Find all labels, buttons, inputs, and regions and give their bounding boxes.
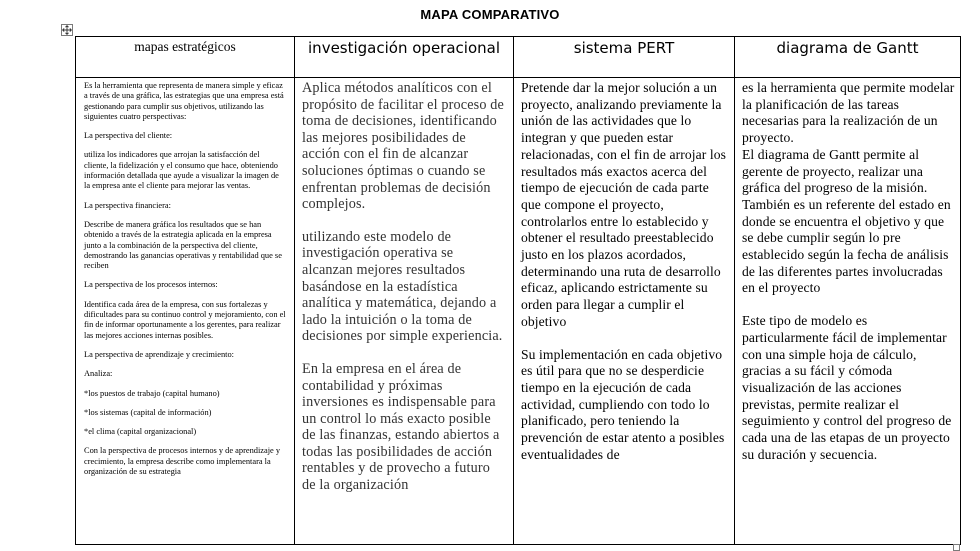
gantt-paragraph: es la herramienta que permite modelar la planificación de las tareas necesarias para la realización de un proyecto. [742, 80, 955, 146]
header-investigacion-operacional: investigación operacional [308, 39, 500, 57]
mapas-paragraph: La perspectiva del cliente: [84, 131, 173, 141]
mapas-paragraph: Analiza: [84, 369, 113, 379]
investigacion-paragraph: Aplica métodos analíticos con el propósito de facilitar el proceso de toma de decisiones, identificando las mejores posibilidades de acción con el fin de alcanzar soluciones óptimas o cuando se enfrentan problemas de decisión complejos. [302, 80, 504, 213]
comparison-table [75, 36, 961, 545]
document-title: MAPA COMPARATIVO [420, 7, 560, 22]
mapas-paragraph: Identifica cada área de la empresa, con sus fortalezas y dificultades para su continuo control y mejoramiento, con el fin de informar oportunamente a los gerentes, para realizar las mejores acciones internas posibles. [84, 299, 286, 340]
header-cell-investigacion[interactable] [295, 37, 514, 78]
header-diagrama-gantt: diagrama de Gantt [776, 39, 919, 57]
mapas-paragraph: La perspectiva de los procesos internos: [84, 280, 218, 290]
header-sistema-pert: sistema PERT [573, 39, 675, 57]
table-resize-handle[interactable] [953, 544, 960, 551]
header-cell-mapas[interactable] [76, 37, 295, 78]
cell-mapas-estrategicos[interactable] [76, 78, 295, 545]
mapas-list-item: *los puestos de trabajo (capital humano) [84, 388, 220, 398]
mapas-paragraph: Con la perspectiva de procesos internos y de aprendizaje y crecimiento, la empresa describe como implementara la organización de su estrategia [84, 446, 281, 477]
pert-paragraph: Pretende dar la mejor solución a un proyecto, analizando previamente la unión de las actividades que lo integran y que pueden estar relacionadas, con el fin de arrojar los resultados más exactos acerca del tiempo de ejecución de cada parte que compone el proyecto, controlarlos entre lo establecido y obtener el resultado preestablecido justo en los plazos acordados, determinando una ruta de desarrollo eficaz, aplicando estrictamente su orden para llegar a cumplir el objetivo [521, 80, 727, 329]
mapas-list-item: *los sistemas (capital de información) [84, 407, 212, 417]
gantt-paragraph: Este tipo de modelo es particularmente fácil de implementar con una simple hoja de cálculo, gracias a su fácil y cómoda visualización de las acciones previstas, permite realizar el seguimiento y control del progreso de cada una de las etapas de un proyecto su duración y secuencia. [742, 313, 952, 462]
header-mapas-estrategicos: mapas estratégicos [134, 39, 236, 54]
gantt-paragraph: También es un referente del estado en donde se encuentra el objetivo y que se debe cumplir según lo pre establecido según la fecha de análisis de las diferentes partes involucradas en el proyecto [742, 196, 951, 296]
table-body-row [76, 78, 961, 545]
mapas-list-item: *el clima (capital organizacional) [84, 427, 197, 437]
mapas-paragraph: La perspectiva financiera: [84, 200, 171, 210]
mapas-paragraph: utiliza los indicadores que arrojan la satisfacción del cliente, la fidelización y el consumo que hace, obteniendo información detallada que ayude a visualizar la imagen de la empresa ante el cliente para mejorar las ventas. [84, 150, 279, 191]
gantt-paragraph: El diagrama de Gantt permite al gerente de proyecto, realizar una gráfica del progreso de la misión. [742, 146, 928, 196]
mapas-paragraph: La perspectiva de aprendizaje y crecimiento: [84, 349, 234, 359]
mapas-paragraph: Es la herramienta que representa de manera simple y eficaz a través de una gráfica, las estrategias que una empresa está gestionando para cumplir sus objetivos, utilizando las siguientes cuatro perspectivas: [84, 81, 284, 121]
pert-paragraph: Su implementación en cada objetivo es útil para que no se desperdicie tiempo en la ejecución de cada actividad, cumpliendo con todo lo planificado, pero teniendo la prevención de estar atento a posibles eventualidades de [521, 346, 725, 462]
header-cell-pert[interactable] [514, 37, 735, 78]
investigacion-paragraph: utilizando este modelo de investigación operativa se alcanzan mejores resultados basándose en la estadística analítica y matemática, dejando a lado la intuición o la toma de decisiones por simple experiencia. [302, 228, 503, 345]
table-move-handle[interactable] [61, 24, 73, 36]
header-cell-gantt[interactable] [735, 37, 961, 78]
investigacion-paragraph: En la empresa en el área de contabilidad y próximas inversiones es indispensable para un control lo más exacto posible de las finanzas, estando abiertos a todas las posibilidades de acción rentables y de provecho a futuro de la organización [302, 360, 500, 494]
cell-investigacion-operacional[interactable] [295, 78, 514, 545]
mapas-paragraph: Describe de manera gráfica los resultados que se han obtenido a través de la estrategia aplicada en la empresa junto a la combinación de la perspectiva del cliente, demostrando las ganancias operativas y rentabilidad que se reciben [84, 219, 282, 271]
cell-sistema-pert[interactable] [514, 78, 735, 545]
move-arrows-icon [62, 25, 72, 35]
table-header-row [76, 37, 961, 78]
cell-diagrama-gantt[interactable] [735, 78, 961, 545]
